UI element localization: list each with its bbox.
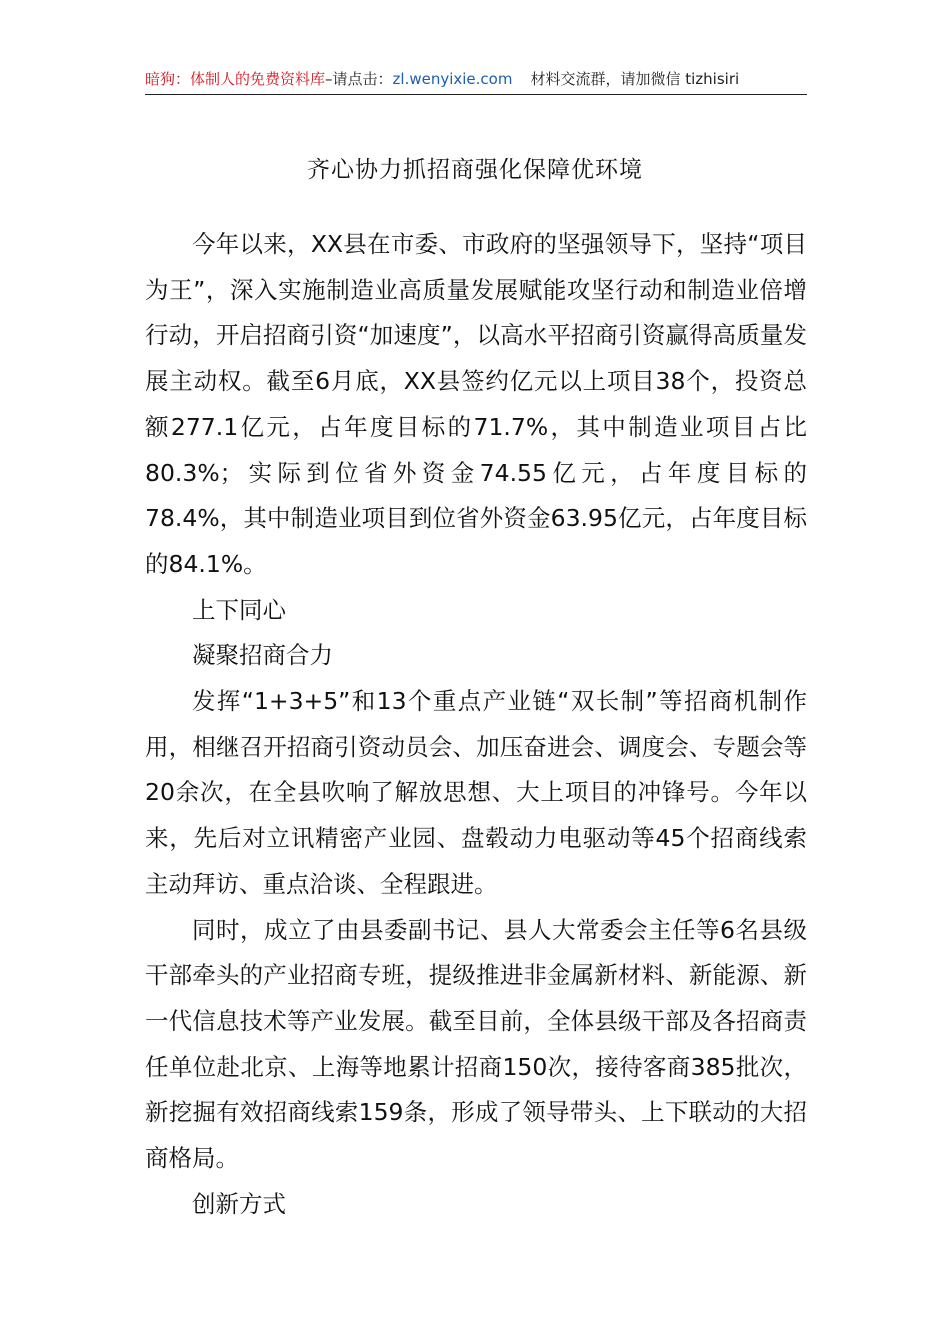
page-header: [145, 68, 807, 95]
section-heading-1: 上下同心: [192, 595, 286, 624]
header-url-link[interactable]: zl.wenyixie.com: [392, 70, 513, 88]
header-click-prompt: –请点击：: [325, 70, 393, 88]
document-body: [145, 222, 807, 1227]
header-group-info: 材料交流群，请加微信 tizhisiri: [530, 70, 740, 88]
section-heading-2: 创新方式: [192, 1189, 286, 1218]
header-brand: 暗狗：体制人的免费资料库: [145, 70, 326, 88]
paragraph-mechanism: 发挥“1+3+5”和13个重点产业链“双长制”等招商机制作用，相继召开招商引资动员会、加压奋进会、调度会、专题会等20余次，在全县吹响了解放思想、大上项目的冲锋号。今年以来，先后对立讯精密产业园、盘毂动力电驱动等45个招商线索主动拜访、重点洽谈、全程跟进。: [145, 687, 807, 898]
document-title: 齐心协力抓招商强化保障优环境: [307, 157, 643, 183]
paragraph-task-force: 同时，成立了由县委副书记、县人大常委会主任等6名县级干部牵头的产业招商专班，提级推进非金属新材料、新能源、新一代信息技术等产业发展。截至目前，全体县级干部及各招商责任单位赴北京、上海等地累计招商150次，接待客商385批次，新挖掘有效招商线索159条，形成了领导带头、上下联动的大招商格局。: [145, 915, 807, 1173]
section-subheading-1: 凝聚招商合力: [192, 641, 333, 670]
paragraph-intro: 今年以来，XX县在市委、市政府的坚强领导下，坚持“项目为王”，深入实施制造业高质量发展赋能攻坚行动和制造业倍增行动，开启招商引资“加速度”，以高水平招商引资赢得高质量发展主动权。截至6月底，XX县签约亿元以上项目38个，投资总额277.1亿元，占年度目标的71.7%，其中制造业项目占比80.3%；实际到位省外资金74.55亿元，占年度目标的78.4%，其中制造业项目到位省外资金63.95亿元，占年度目标的84.1%。: [145, 230, 807, 578]
